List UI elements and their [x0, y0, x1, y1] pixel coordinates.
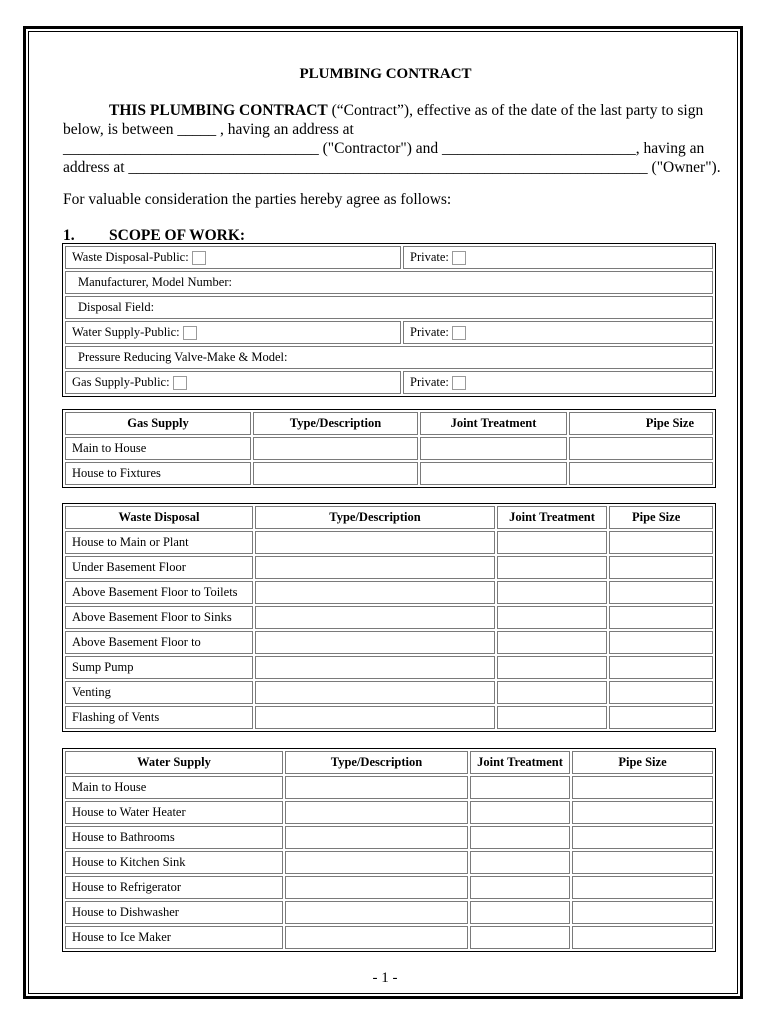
row-label: House to Refrigerator: [65, 876, 283, 899]
row-label: House to Bathrooms: [65, 826, 283, 849]
type-cell[interactable]: [285, 851, 468, 874]
document-title: PLUMBING CONTRACT: [299, 66, 472, 82]
type-cell[interactable]: [253, 437, 418, 460]
table-header-row: [65, 506, 713, 529]
type-cell[interactable]: [255, 631, 495, 654]
table-row: [65, 851, 713, 874]
gas-private-checkbox[interactable]: [452, 376, 466, 390]
type-cell[interactable]: [285, 876, 468, 899]
column-header: Type/Description: [253, 412, 418, 435]
column-header: Pipe Size: [569, 412, 713, 435]
joint-cell[interactable]: [470, 776, 570, 799]
row-label: House to Water Heater: [65, 801, 283, 824]
section-title: SCOPE OF WORK:: [109, 227, 246, 244]
type-cell[interactable]: [255, 556, 495, 579]
valve-field[interactable]: Pressure Reducing Valve-Make & Model:: [65, 346, 713, 369]
column-header: Pipe Size: [572, 751, 713, 774]
intro-line3: _________________________________ ("Contractor") and _________________________, having an: [63, 140, 705, 157]
table-row: [65, 631, 713, 654]
type-cell[interactable]: [255, 656, 495, 679]
joint-cell[interactable]: [470, 901, 570, 924]
type-cell[interactable]: [285, 776, 468, 799]
table-row: [65, 371, 713, 394]
disposal-field-field[interactable]: Disposal Field:: [65, 296, 713, 319]
row-label: Main to House: [65, 437, 251, 460]
page-number: - 1 -: [372, 970, 398, 986]
table-row: [65, 706, 713, 729]
gas-public-cell: [65, 371, 401, 394]
table-header-row: [65, 412, 713, 435]
waste-public-checkbox[interactable]: [192, 251, 206, 265]
intro-line1: (“Contract”), effective as of the date of the last party to sign: [327, 102, 704, 119]
joint-cell[interactable]: [497, 531, 607, 554]
pipe-size-cell[interactable]: [572, 901, 713, 924]
water-public-checkbox[interactable]: [183, 326, 197, 340]
joint-cell[interactable]: [470, 876, 570, 899]
joint-cell[interactable]: [497, 656, 607, 679]
gas-private-cell: [403, 371, 713, 394]
joint-cell[interactable]: [497, 556, 607, 579]
pipe-size-cell[interactable]: [609, 606, 713, 629]
column-header: Waste Disposal: [65, 506, 253, 529]
table-row: [65, 531, 713, 554]
intro-bold-lead: THIS PLUMBING CONTRACT: [109, 102, 328, 119]
column-header: Joint Treatment: [497, 506, 607, 529]
gas-public-checkbox[interactable]: [173, 376, 187, 390]
water-private-label: Private:: [410, 324, 449, 339]
table-row: [65, 437, 713, 460]
joint-cell[interactable]: [497, 681, 607, 704]
column-header: Water Supply: [65, 751, 283, 774]
row-label: House to Main or Plant: [65, 531, 253, 554]
gas-private-label: Private:: [410, 374, 449, 389]
column-header: Joint Treatment: [470, 751, 570, 774]
table-row: [65, 681, 713, 704]
row-label: Above Basement Floor to Toilets: [65, 581, 253, 604]
table-row: [65, 876, 713, 899]
table-row: [65, 656, 713, 679]
type-cell[interactable]: [285, 826, 468, 849]
joint-cell[interactable]: [470, 851, 570, 874]
table-row: [65, 606, 713, 629]
waste-disposal-table: [62, 503, 716, 732]
joint-cell[interactable]: [470, 826, 570, 849]
table-row: [65, 556, 713, 579]
pipe-size-cell[interactable]: [572, 851, 713, 874]
joint-cell[interactable]: [497, 606, 607, 629]
intro-line4: address at ___________________________________________________________________ ("Owner").: [63, 159, 721, 176]
pipe-size-cell[interactable]: [572, 826, 713, 849]
pipe-size-cell[interactable]: [609, 656, 713, 679]
pipe-size-cell[interactable]: [572, 776, 713, 799]
pipe-size-cell[interactable]: [572, 876, 713, 899]
table-row: [65, 246, 713, 269]
waste-public-cell: [65, 246, 401, 269]
row-label: Above Basement Floor to: [65, 631, 253, 654]
pipe-size-cell[interactable]: [609, 706, 713, 729]
pipe-size-cell[interactable]: [609, 631, 713, 654]
joint-cell[interactable]: [470, 926, 570, 949]
table-row: [65, 776, 713, 799]
pipe-size-cell[interactable]: [609, 581, 713, 604]
gas-public-label: Gas Supply-Public:: [72, 374, 170, 389]
column-header: Type/Description: [285, 751, 468, 774]
waste-private-cell: [403, 246, 713, 269]
type-cell[interactable]: [253, 462, 418, 485]
row-label: House to Dishwasher: [65, 901, 283, 924]
row-label: House to Ice Maker: [65, 926, 283, 949]
row-label: Flashing of Vents: [65, 706, 253, 729]
waste-public-label: Waste Disposal-Public:: [72, 249, 189, 264]
type-cell[interactable]: [255, 531, 495, 554]
water-public-label: Water Supply-Public:: [72, 324, 180, 339]
column-header: Type/Description: [255, 506, 495, 529]
row-label: House to Fixtures: [65, 462, 251, 485]
table-row: [65, 321, 713, 344]
joint-cell[interactable]: [497, 706, 607, 729]
water-private-cell: [403, 321, 713, 344]
scope-table: [62, 243, 716, 397]
pipe-size-cell[interactable]: [609, 531, 713, 554]
table-row: [65, 346, 713, 369]
manufacturer-field[interactable]: Manufacturer, Model Number:: [65, 271, 713, 294]
column-header: Joint Treatment: [420, 412, 567, 435]
table-row: [65, 926, 713, 949]
joint-cell[interactable]: [420, 437, 567, 460]
water-public-cell: [65, 321, 401, 344]
type-cell[interactable]: [255, 606, 495, 629]
column-header: Gas Supply: [65, 412, 251, 435]
water-private-checkbox[interactable]: [452, 326, 466, 340]
table-row: [65, 296, 713, 319]
type-cell[interactable]: [285, 801, 468, 824]
pipe-size-cell[interactable]: [569, 462, 713, 485]
table-row: [65, 826, 713, 849]
consideration-text: For valuable consideration the parties hereby agree as follows:: [63, 191, 452, 208]
table-header-row: [65, 751, 713, 774]
section-number: 1.: [63, 227, 75, 244]
intro-line2: below, is between _____ , having an address at: [63, 121, 354, 138]
row-label: Sump Pump: [65, 656, 253, 679]
pipe-size-cell[interactable]: [572, 926, 713, 949]
waste-private-label: Private:: [410, 249, 449, 264]
row-label: House to Kitchen Sink: [65, 851, 283, 874]
intro-paragraph: [63, 101, 721, 177]
joint-cell[interactable]: [470, 801, 570, 824]
joint-cell[interactable]: [420, 462, 567, 485]
type-cell[interactable]: [285, 901, 468, 924]
table-row: [65, 901, 713, 924]
type-cell[interactable]: [255, 681, 495, 704]
waste-private-checkbox[interactable]: [452, 251, 466, 265]
type-cell[interactable]: [255, 706, 495, 729]
pipe-size-cell[interactable]: [609, 681, 713, 704]
pipe-size-cell[interactable]: [609, 556, 713, 579]
gas-supply-table: [62, 409, 716, 488]
table-row: [65, 462, 713, 485]
row-label: Under Basement Floor: [65, 556, 253, 579]
joint-cell[interactable]: [497, 631, 607, 654]
pipe-size-cell[interactable]: [569, 437, 713, 460]
water-supply-table: [62, 748, 716, 952]
table-row: [65, 801, 713, 824]
type-cell[interactable]: [255, 581, 495, 604]
table-row: [65, 581, 713, 604]
row-label: Main to House: [65, 776, 283, 799]
row-label: Above Basement Floor to Sinks: [65, 606, 253, 629]
pipe-size-cell[interactable]: [572, 801, 713, 824]
row-label: Venting: [65, 681, 253, 704]
type-cell[interactable]: [285, 926, 468, 949]
column-header: Pipe Size: [609, 506, 713, 529]
table-row: [65, 271, 713, 294]
joint-cell[interactable]: [497, 581, 607, 604]
